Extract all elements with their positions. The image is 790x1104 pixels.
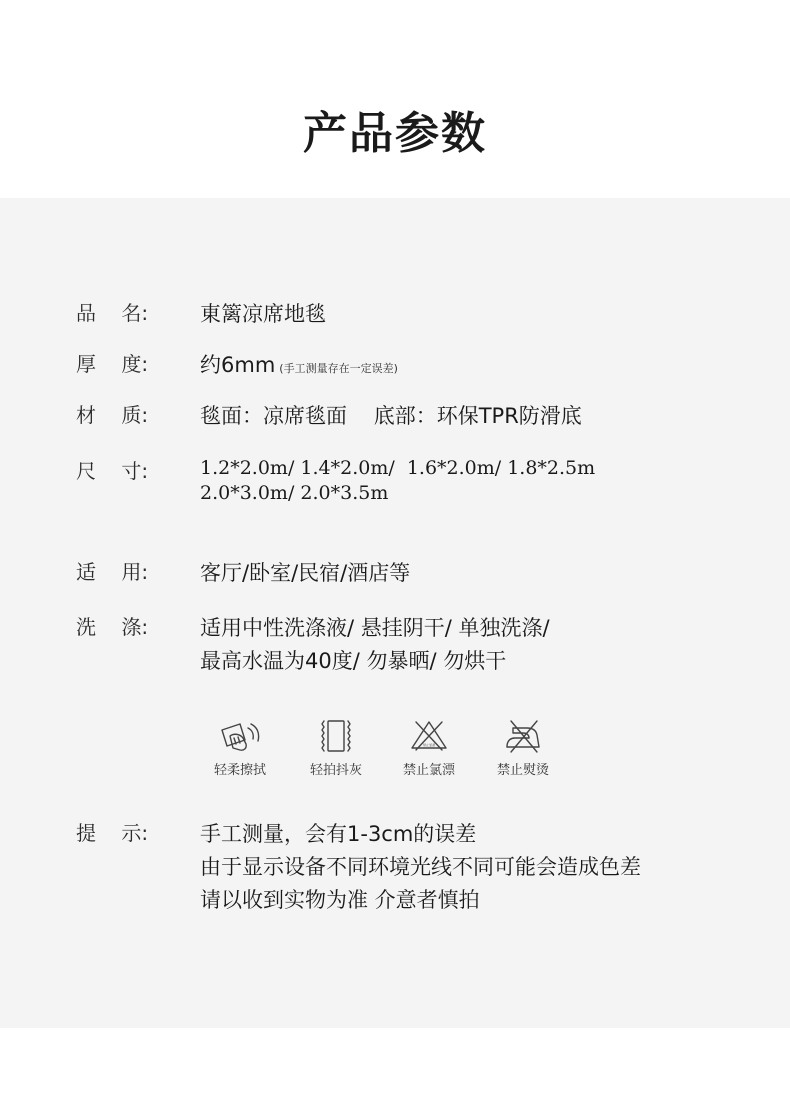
care-caption-pat: 轻拍抖灰 [309,763,362,778]
pat-dust-icon [314,716,358,756]
spec-value-washing [200,612,760,678]
material-value: 毯面：凉席毯面 底部：环保TPR防滑底 [200,404,582,428]
title-area [0,0,790,198]
spec-value-material [200,400,760,433]
spec-value-thickness [200,349,760,385]
spec-label-name: 品 名: [76,301,149,325]
care-caption-wipe: 轻柔擦拭 [213,763,266,778]
tips-line-2: 由于显示设备不同环境光线不同可能会造成色差 [200,855,641,879]
no-iron-icon [501,716,545,756]
thickness-note: (手工测量存在一定误差) [279,362,398,375]
size-line-2: 2.0*3.0m/ 2.0*3.5m [200,482,389,504]
care-item-no-iron [483,716,563,786]
no-bleach-icon [407,716,451,756]
care-icons [200,716,620,786]
care-item-wipe [200,716,280,786]
care-item-no-bleach [389,716,469,786]
product-name: 東篱凉席地毯 [200,302,326,326]
no-bleach-inner-text: 禁止氯漂 [422,743,436,747]
washing-line-1: 适用中性洗涤液/ 悬挂阴干/ 单独洗涤/ [200,616,550,640]
usage-value: 客厅/卧室/民宿/酒店等 [200,561,411,585]
size-line-1: 1.2*2.0m/ 1.4*2.0m/ 1.6*2.0m/ 1.8*2.5m [200,457,596,479]
spec-value-tips [200,818,760,917]
spec-label-tips: 提 示: [76,821,149,845]
care-caption-no-bleach: 禁止氯漂 [402,763,455,778]
tips-line-3: 请以收到实物为准 介意者慎拍 [200,888,480,912]
spec-label-washing: 洗 涤: [76,615,149,639]
thickness-value: 约6mm [200,353,276,377]
spec-value-size [200,456,760,506]
tips-line-1: 手工测量，会有1-3cm的误差 [200,822,477,846]
care-caption-no-iron: 禁止熨烫 [496,763,549,778]
spec-label-material: 材 质: [76,403,149,427]
page-title: 产品参数 [303,108,487,159]
hand-wipe-icon [218,716,262,756]
spec-panel [0,198,790,1028]
care-item-pat [296,716,376,786]
spec-value-name [200,298,760,331]
washing-line-2: 最高水温为40度/ 勿暴晒/ 勿烘干 [200,649,507,673]
spec-value-usage [200,557,760,590]
spec-label-usage: 适 用: [76,560,149,584]
spec-label-thickness: 厚 度: [76,352,149,376]
spec-label-size: 尺 寸: [76,459,149,483]
